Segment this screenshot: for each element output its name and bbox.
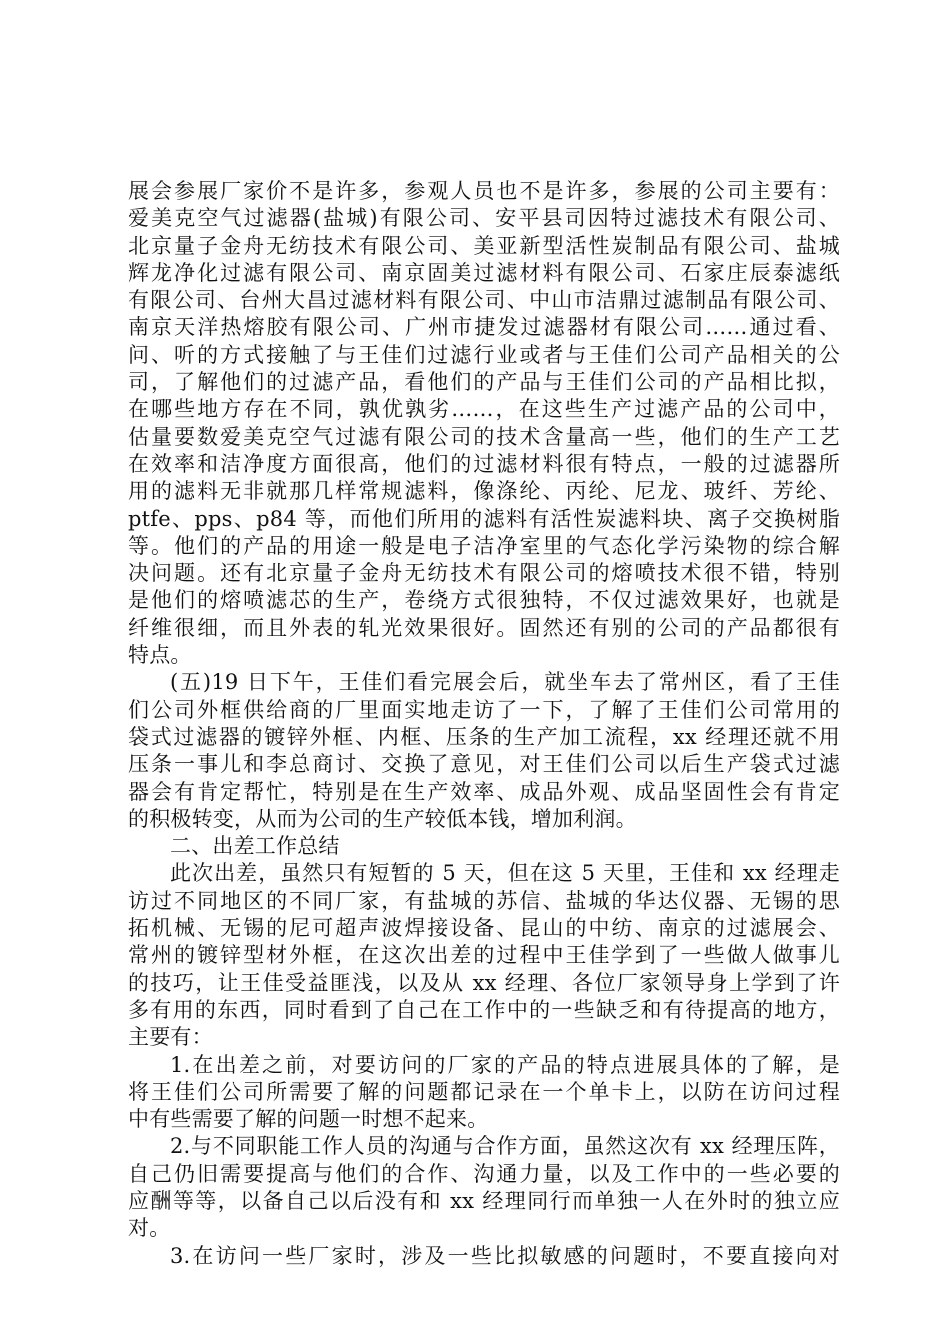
text-line: 问、听的方式接触了与王佳们过滤行业或者与王佳们公司产品相关的公 <box>128 342 840 367</box>
text-line: 访过不同地区的不同厂家，有盐城的苏信、盐城的华达仪器、无锡的思 <box>128 888 840 913</box>
text-line: 展会参展厂家价不是许多，参观人员也不是许多，参展的公司主要有： <box>128 179 840 203</box>
text-line: 压条一事儿和李总商讨、交换了意见，对王佳们公司以后生产袋式过滤 <box>128 752 840 777</box>
text-line: 自己仍旧需要提高与他们的合作、沟通力量，以及工作中的一些必要的 <box>128 1161 840 1186</box>
text-line: 有限公司、台州大昌过滤材料有限公司、中山市洁鼎过滤制品有限公司、 <box>128 288 840 313</box>
text-line: 将王佳们公司所需要了解的问题都记录在一个单卡上，以防在访问过程 <box>128 1079 840 1104</box>
text-line: 纤维很细，而且外表的轧光效果很好。固然还有别的公司的产品都很有 <box>128 615 840 640</box>
text-line: 对。 <box>128 1216 171 1241</box>
text-line: 1.在出差之前，对要访问的厂家的产品的特点进展具体的了解，是 <box>170 1052 840 1077</box>
text-line: 等。他们的产品的用途一般是电子洁净室里的气态化学污染物的综合解 <box>128 533 840 558</box>
text-line: 估量要数爱美克空气过滤有限公司的技术含量高一些，他们的生产工艺 <box>128 424 840 449</box>
text-line: 中有些需要了解的问题一时想不起来。 <box>128 1107 489 1132</box>
text-line: 在效率和洁净度方面很高，他们的过滤材料很有特点，一般的过滤器所 <box>128 451 840 476</box>
text-line: 此次出差，虽然只有短暂的 5 天，但在这 5 天里，王佳和 xx 经理走 <box>170 861 840 886</box>
text-line: 在哪些地方存在不同，孰优孰劣……，在这些生产过滤产品的公司中， <box>128 397 840 422</box>
text-line: 爱美克空气过滤器(盐城)有限公司、安平县司因特过滤技术有限公司、 <box>128 206 840 231</box>
text-line: (五)19 日下午，王佳们看完展会后，就坐车去了常州区，看了王佳 <box>170 670 840 695</box>
text-line: 辉龙净化过滤有限公司、南京固美过滤材料有限公司、石家庄辰泰滤纸 <box>128 260 840 285</box>
text-line: 们公司外框供给商的厂里面实地走访了一下，了解了王佳们公司常用的 <box>128 697 840 722</box>
text-line: 北京量子金舟无纺技术有限公司、美亚新型活性炭制品有限公司、盐城 <box>128 233 840 258</box>
text-line: 应酬等等，以备自己以后没有和 xx 经理同行而单独一人在外时的独立应 <box>128 1188 840 1213</box>
text-line: 3.在访问一些厂家时，涉及一些比拟敏感的问题时，不要直接向对 <box>170 1243 840 1268</box>
text-line: 决问题。还有北京量子金舟无纺技术有限公司的熔喷技术很不错，特别 <box>128 561 840 586</box>
text-line: 袋式过滤器的镀锌外框、内框、压条的生产加工流程，xx 经理还就不用 <box>128 724 840 749</box>
text-line: 2.与不同职能工作人员的沟通与合作方面，虽然这次有 xx 经理压阵， <box>170 1134 840 1159</box>
text-line: 的技巧，让王佳受益匪浅，以及从 xx 经理、各位厂家领导身上学到了许 <box>128 970 840 995</box>
text-line: 司，了解他们的过滤产品，看他们的产品与王佳们公司的产品相比拟， <box>128 370 840 395</box>
text-line: ptfe、pps、p84 等，而他们所用的滤料有活性炭滤料块、离子交换树脂 <box>128 506 840 531</box>
text-line: 多有用的东西，同时看到了自己在工作中的一些缺乏和有待提高的地方， <box>128 997 840 1022</box>
text-line: 用的滤料无非就那几样常规滤料，像涤纶、丙纶、尼龙、玻纤、芳纶、 <box>128 479 840 504</box>
text-line: 二、出差工作总结 <box>170 834 340 859</box>
text-line: 是他们的熔喷滤芯的生产，卷绕方式很独特，不仅过滤效果好，也就是 <box>128 588 840 613</box>
text-line: 主要有： <box>128 1025 213 1050</box>
text-line: 南京天洋热熔胶有限公司、广州市捷发过滤器材有限公司……通过看、 <box>128 315 840 340</box>
text-line: 器会有肯定帮忙，特别是在生产效率、成品外观、成品坚固性会有肯定 <box>128 779 840 804</box>
text-line: 的积极转变，从而为公司的生产较低本钱，增加利润。 <box>128 806 637 831</box>
document-body <box>128 178 840 1270</box>
text-line: 特点。 <box>128 643 192 668</box>
text-line: 拓机械、无锡的尼可超声波焊接设备、昆山的中纺、南京的过滤展会、 <box>128 916 840 941</box>
text-line: 常州的镀锌型材外框，在这次出差的过程中王佳学到了一些做人做事儿 <box>128 943 840 968</box>
